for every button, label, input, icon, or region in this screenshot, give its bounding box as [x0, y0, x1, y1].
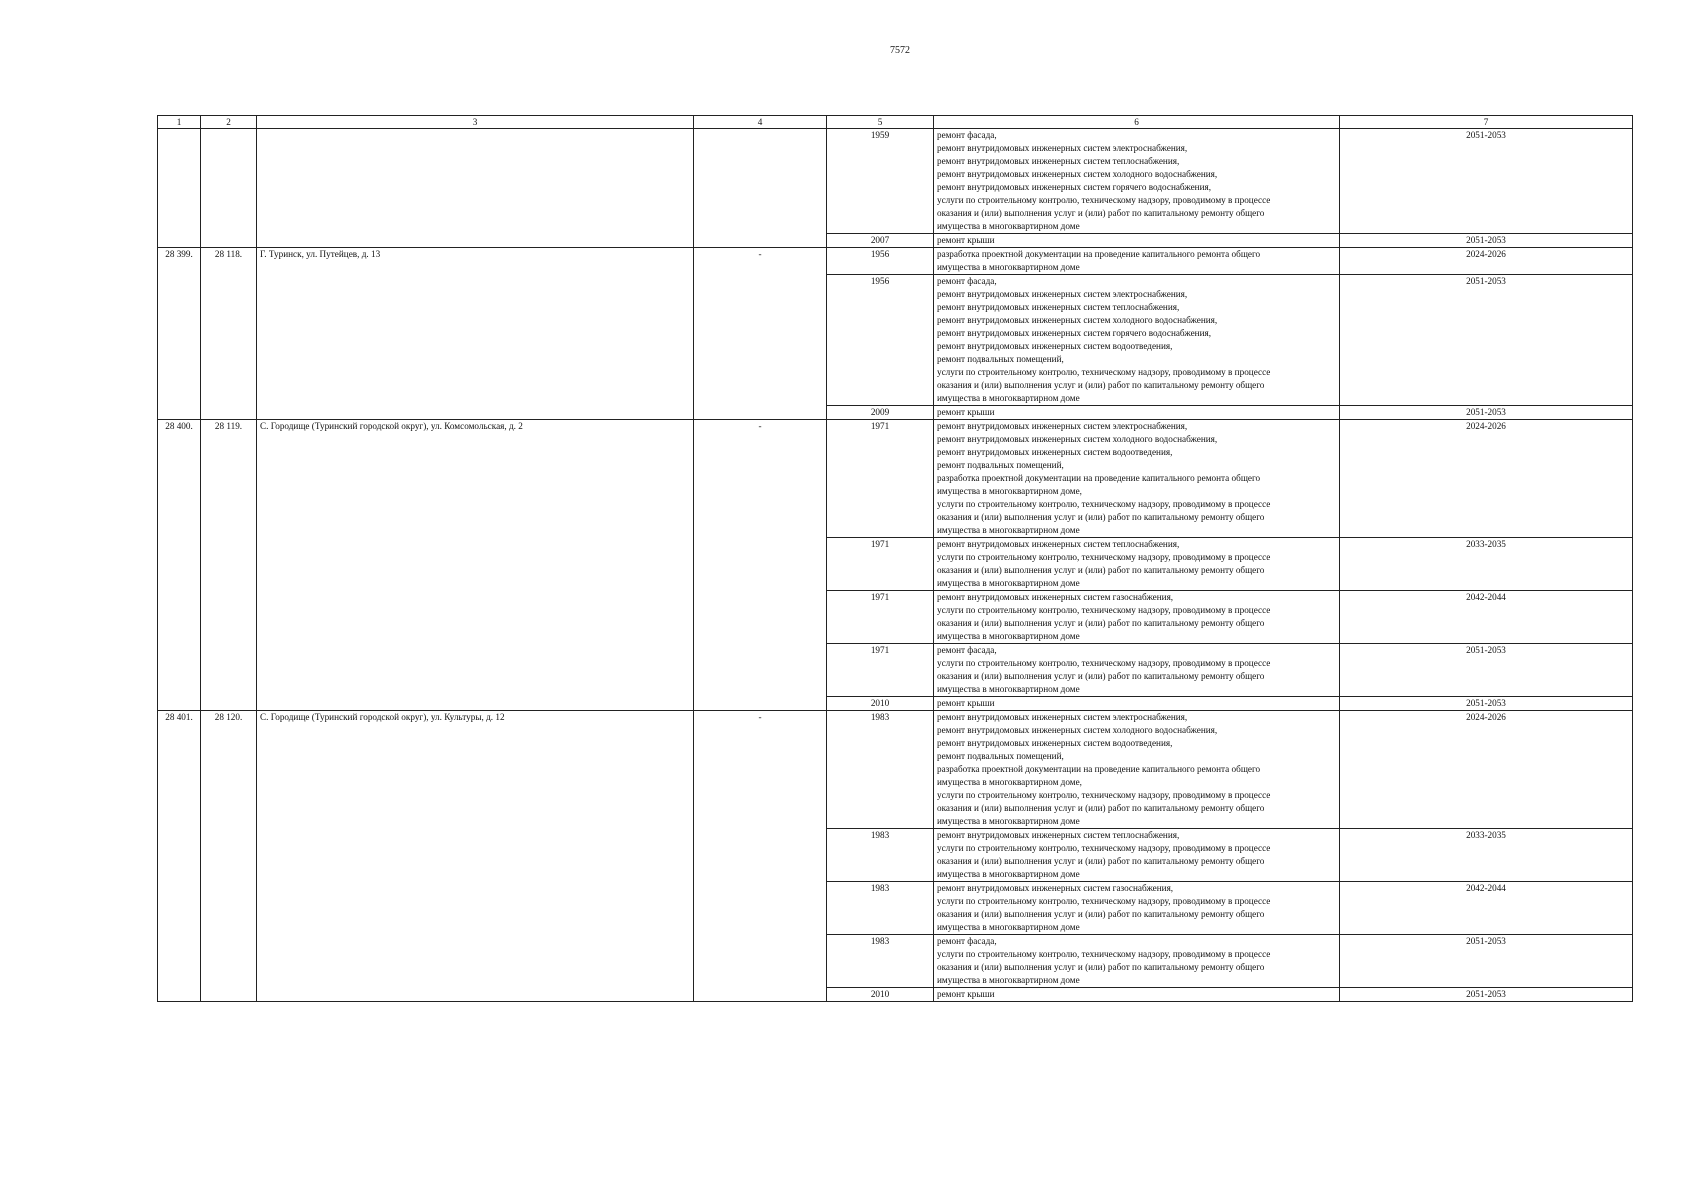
work-item: оказания и (или) выполнения услуг и (или) работ по капитальному ремонту общего: [937, 962, 1265, 972]
work-item: ремонт внутридомовых инженерных систем теплоснабжения,: [937, 156, 1180, 166]
row-number-cell: 28 401.: [158, 711, 201, 1002]
work-item: ремонт подвальных помещений,: [937, 751, 1064, 761]
work-item: разработка проектной документации на проведение капитального ремонта общего: [937, 249, 1261, 259]
work-item: имущества в многоквартирном доме: [937, 975, 1080, 985]
works-cell: [934, 988, 1340, 1002]
year-cell: 2010: [827, 697, 934, 711]
works-cell: [934, 882, 1340, 935]
work-item: имущества в многоквартирном доме: [937, 393, 1080, 403]
work-item: услуги по строительному контролю, техническому надзору, проводимому в процессе: [937, 552, 1271, 562]
work-item: услуги по строительному контролю, техническому надзору, проводимому в процессе: [937, 499, 1271, 509]
works-cell: [934, 234, 1340, 248]
period-cell: 2042-2044: [1340, 591, 1633, 644]
house-number-cell: 28 120.: [201, 711, 257, 1002]
work-item: оказания и (или) выполнения услуг и (или) работ по капитальному ремонту общего: [937, 803, 1265, 813]
work-item: имущества в многоквартирном доме: [937, 221, 1080, 231]
work-item: ремонт внутридомовых инженерных систем газоснабжения,: [937, 883, 1174, 893]
column-header-5: 5: [827, 116, 934, 129]
work-item: оказания и (или) выполнения услуг и (или) работ по капитальному ремонту общего: [937, 208, 1265, 218]
year-cell: 1983: [827, 711, 934, 829]
column-4-cell: -: [694, 248, 827, 420]
works-cell: [934, 697, 1340, 711]
work-item: имущества в многоквартирном доме: [937, 578, 1080, 588]
work-item: разработка проектной документации на проведение капитального ремонта общего: [937, 473, 1261, 483]
year-cell: 1956: [827, 248, 934, 275]
work-item: услуги по строительному контролю, техническому надзору, проводимому в процессе: [937, 195, 1271, 205]
address-cell: Г. Туринск, ул. Путейцев, д. 13: [257, 248, 694, 420]
work-item: оказания и (или) выполнения услуг и (или) работ по капитальному ремонту общего: [937, 671, 1265, 681]
works-cell: [934, 711, 1340, 829]
work-item: ремонт подвальных помещений,: [937, 354, 1064, 364]
works-cell: [934, 248, 1340, 275]
row-number-cell: 28 400.: [158, 420, 201, 711]
work-item: ремонт внутридомовых инженерных систем холодного водоснабжения,: [937, 434, 1218, 444]
year-cell: 1971: [827, 644, 934, 697]
work-item: ремонт внутридомовых инженерных систем водоотведения,: [937, 738, 1173, 748]
work-item: ремонт подвальных помещений,: [937, 460, 1064, 470]
period-cell: 2024-2026: [1340, 711, 1633, 829]
work-item: услуги по строительному контролю, техническому надзору, проводимому в процессе: [937, 658, 1271, 668]
work-item: оказания и (или) выполнения услуг и (или) работ по капитальному ремонту общего: [937, 380, 1265, 390]
row-number-cell: [158, 129, 201, 248]
year-cell: 2007: [827, 234, 934, 248]
works-cell: [934, 129, 1340, 234]
work-item: услуги по строительному контролю, техническому надзору, проводимому в процессе: [937, 790, 1271, 800]
works-cell: [934, 538, 1340, 591]
work-item: оказания и (или) выполнения услуг и (или) работ по капитальному ремонту общего: [937, 909, 1265, 919]
house-number-cell: 28 118.: [201, 248, 257, 420]
work-item: ремонт внутридомовых инженерных систем водоотведения,: [937, 447, 1173, 457]
column-header-6: 6: [934, 116, 1340, 129]
period-cell: 2024-2026: [1340, 420, 1633, 538]
house-number-cell: [201, 129, 257, 248]
table-row: [158, 129, 1633, 234]
column-4-cell: -: [694, 420, 827, 711]
address-cell: [257, 129, 694, 248]
year-cell: 2009: [827, 406, 934, 420]
column-header-7: 7: [1340, 116, 1633, 129]
work-item: ремонт фасада,: [937, 276, 997, 286]
address-cell: С. Городище (Туринский городской округ), ул. Культуры, д. 12: [257, 711, 694, 1002]
work-item: ремонт внутридомовых инженерных систем теплоснабжения,: [937, 539, 1180, 549]
column-4-cell: [694, 129, 827, 248]
work-item: ремонт крыши: [937, 989, 995, 999]
works-cell: [934, 275, 1340, 406]
work-item: ремонт внутридомовых инженерных систем электроснабжения,: [937, 289, 1188, 299]
work-item: оказания и (или) выполнения услуг и (или) работ по капитальному ремонту общего: [937, 565, 1265, 575]
works-cell: [934, 644, 1340, 697]
work-item: имущества в многоквартирном доме,: [937, 777, 1082, 787]
work-item: услуги по строительному контролю, техническому надзору, проводимому в процессе: [937, 896, 1271, 906]
work-item: ремонт внутридомовых инженерных систем электроснабжения,: [937, 143, 1188, 153]
year-cell: 1971: [827, 591, 934, 644]
work-item: имущества в многоквартирном доме: [937, 262, 1080, 272]
period-cell: 2051-2053: [1340, 697, 1633, 711]
capital-repair-table: [157, 115, 1633, 1002]
column-header-1: 1: [158, 116, 201, 129]
year-cell: 1983: [827, 935, 934, 988]
work-item: оказания и (или) выполнения услуг и (или) работ по капитальному ремонту общего: [937, 856, 1265, 866]
works-cell: [934, 829, 1340, 882]
table-body: [158, 129, 1633, 1002]
period-cell: 2051-2053: [1340, 234, 1633, 248]
work-item: услуги по строительному контролю, техническому надзору, проводимому в процессе: [937, 949, 1271, 959]
column-number-row: [158, 116, 1633, 129]
column-header-3: 3: [257, 116, 694, 129]
work-item: ремонт фасада,: [937, 130, 997, 140]
work-item: ремонт внутридомовых инженерных систем водоотведения,: [937, 341, 1173, 351]
work-item: имущества в многоквартирном доме: [937, 525, 1080, 535]
work-item: ремонт внутридомовых инженерных систем электроснабжения,: [937, 421, 1188, 431]
work-item: ремонт внутридомовых инженерных систем горячего водоснабжения,: [937, 182, 1212, 192]
year-cell: 1983: [827, 882, 934, 935]
works-cell: [934, 935, 1340, 988]
page-number: 7572: [890, 45, 910, 56]
work-item: ремонт внутридомовых инженерных систем электроснабжения,: [937, 712, 1188, 722]
work-item: ремонт внутридомовых инженерных систем холодного водоснабжения,: [937, 315, 1218, 325]
work-item: имущества в многоквартирном доме: [937, 922, 1080, 932]
column-header-2: 2: [201, 116, 257, 129]
work-item: оказания и (или) выполнения услуг и (или) работ по капитальному ремонту общего: [937, 618, 1265, 628]
works-cell: [934, 406, 1340, 420]
year-cell: 1956: [827, 275, 934, 406]
work-item: ремонт крыши: [937, 235, 995, 245]
year-cell: 2010: [827, 988, 934, 1002]
work-item: имущества в многоквартирном доме: [937, 684, 1080, 694]
works-cell: [934, 420, 1340, 538]
work-item: ремонт внутридомовых инженерных систем холодного водоснабжения,: [937, 725, 1218, 735]
year-cell: 1971: [827, 420, 934, 538]
table-row: [158, 711, 1633, 829]
works-cell: [934, 591, 1340, 644]
year-cell: 1971: [827, 538, 934, 591]
work-item: услуги по строительному контролю, техническому надзору, проводимому в процессе: [937, 843, 1271, 853]
period-cell: 2051-2053: [1340, 644, 1633, 697]
column-4-cell: -: [694, 711, 827, 1002]
work-item: ремонт внутридомовых инженерных систем теплоснабжения,: [937, 302, 1180, 312]
period-cell: 2033-2035: [1340, 829, 1633, 882]
year-cell: 1959: [827, 129, 934, 234]
period-cell: 2051-2053: [1340, 129, 1633, 234]
work-item: ремонт внутридомовых инженерных систем горячего водоснабжения,: [937, 328, 1212, 338]
period-cell: 2051-2053: [1340, 935, 1633, 988]
work-item: имущества в многоквартирном доме: [937, 631, 1080, 641]
work-item: ремонт фасада,: [937, 645, 997, 655]
work-item: имущества в многоквартирном доме: [937, 869, 1080, 879]
work-item: ремонт внутридомовых инженерных систем холодного водоснабжения,: [937, 169, 1218, 179]
work-item: ремонт крыши: [937, 698, 995, 708]
row-number-cell: 28 399.: [158, 248, 201, 420]
work-item: ремонт фасада,: [937, 936, 997, 946]
address-cell: С. Городище (Туринский городской округ), ул. Комсомольская, д. 2: [257, 420, 694, 711]
work-item: ремонт внутридомовых инженерных систем газоснабжения,: [937, 592, 1174, 602]
work-item: ремонт внутридомовых инженерных систем теплоснабжения,: [937, 830, 1180, 840]
table-row: [158, 420, 1633, 538]
period-cell: 2051-2053: [1340, 988, 1633, 1002]
work-item: имущества в многоквартирном доме,: [937, 486, 1082, 496]
period-cell: 2051-2053: [1340, 406, 1633, 420]
work-item: оказания и (или) выполнения услуг и (или) работ по капитальному ремонту общего: [937, 512, 1265, 522]
table-row: [158, 248, 1633, 275]
period-cell: 2024-2026: [1340, 248, 1633, 275]
work-item: услуги по строительному контролю, техническому надзору, проводимому в процессе: [937, 605, 1271, 615]
period-cell: 2051-2053: [1340, 275, 1633, 406]
work-item: ремонт крыши: [937, 407, 995, 417]
work-item: разработка проектной документации на проведение капитального ремонта общего: [937, 764, 1261, 774]
period-cell: 2042-2044: [1340, 882, 1633, 935]
column-header-4: 4: [694, 116, 827, 129]
year-cell: 1983: [827, 829, 934, 882]
work-item: имущества в многоквартирном доме: [937, 816, 1080, 826]
house-number-cell: 28 119.: [201, 420, 257, 711]
period-cell: 2033-2035: [1340, 538, 1633, 591]
work-item: услуги по строительному контролю, техническому надзору, проводимому в процессе: [937, 367, 1271, 377]
